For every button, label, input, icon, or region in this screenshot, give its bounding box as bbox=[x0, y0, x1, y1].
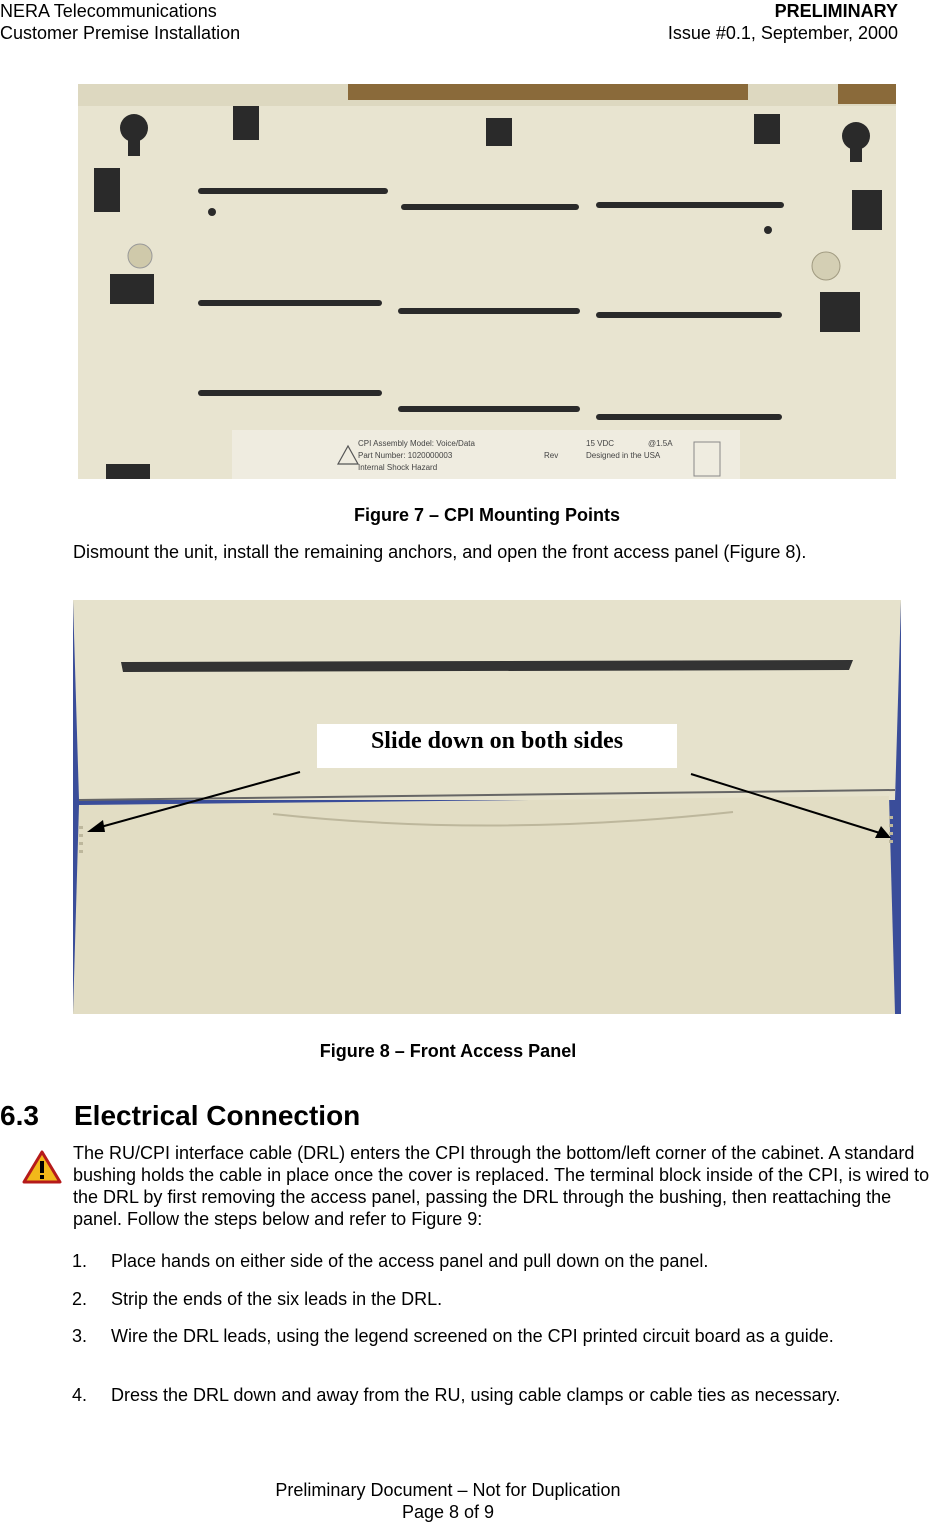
footer-page: Page 8 of 9 bbox=[401, 1502, 495, 1522]
label-line-amp: @1.5A bbox=[648, 439, 673, 448]
label-line-shock: Internal Shock Hazard bbox=[358, 463, 438, 472]
header-doc-title: Customer Premise Installation bbox=[0, 23, 241, 43]
figure7-caption: Figure 7 – CPI Mounting Points bbox=[353, 505, 620, 525]
header-issue: Issue #0.1, September, 2000 bbox=[667, 23, 898, 43]
figure7-photo bbox=[78, 84, 896, 479]
front-access-panel-photo bbox=[73, 600, 901, 1014]
section-title: Electrical Connection bbox=[74, 1100, 361, 1131]
step-text: Strip the ends of the six leads in the DRL. bbox=[111, 1289, 443, 1309]
header-status: PRELIMINARY bbox=[774, 1, 898, 21]
label-line-model: CPI Assembly Model: Voice/Data bbox=[358, 439, 475, 448]
step-text: Dress the DRL down and away from the RU, using cable clamps or cable ties as necessary. bbox=[111, 1385, 841, 1405]
step-text: Place hands on either side of the access panel and pull down on the panel. bbox=[111, 1251, 709, 1271]
step-number: 3. bbox=[72, 1326, 88, 1346]
label-line-designed: Designed in the USA bbox=[586, 451, 661, 460]
label-line-rev: Rev bbox=[544, 451, 559, 460]
label-line-volt: 15 VDC bbox=[586, 439, 615, 448]
intro-paragraph: Dismount the unit, install the remaining anchors, and open the front access panel (Figure 8). bbox=[73, 542, 807, 562]
warning-triangle-icon bbox=[22, 1150, 62, 1189]
header-company: NERA Telecommunications bbox=[0, 1, 217, 21]
footer-notice: Preliminary Document – Not for Duplication bbox=[275, 1480, 621, 1500]
step-number: 1. bbox=[72, 1251, 88, 1271]
cpi-mounting-photo bbox=[78, 84, 896, 479]
figure8-photo bbox=[73, 600, 901, 1014]
step-text: Wire the DRL leads, using the legend screened on the CPI printed circuit board as a guide. bbox=[111, 1326, 834, 1346]
figure8-caption: Figure 8 – Front Access Panel bbox=[319, 1041, 577, 1061]
figure8-callout: Slide down on both sides bbox=[370, 728, 624, 754]
section-number: 6.3 bbox=[0, 1100, 39, 1131]
step-number: 2. bbox=[72, 1289, 88, 1309]
label-line-part: Part Number: 1020000003 bbox=[358, 451, 453, 460]
step-number: 4. bbox=[72, 1385, 88, 1405]
section-paragraph: The RU/CPI interface cable (DRL) enters the CPI through the bottom/left corner of the cabinet. A standard bushing holds the cable in place once the cover is replaced. The terminal block inside of the CPI, is wired to the DRL by first removing the access panel, passing the DRL through the bushing, then reattaching the panel. Follow the steps below and refer to Figure 9: bbox=[73, 1143, 930, 1229]
